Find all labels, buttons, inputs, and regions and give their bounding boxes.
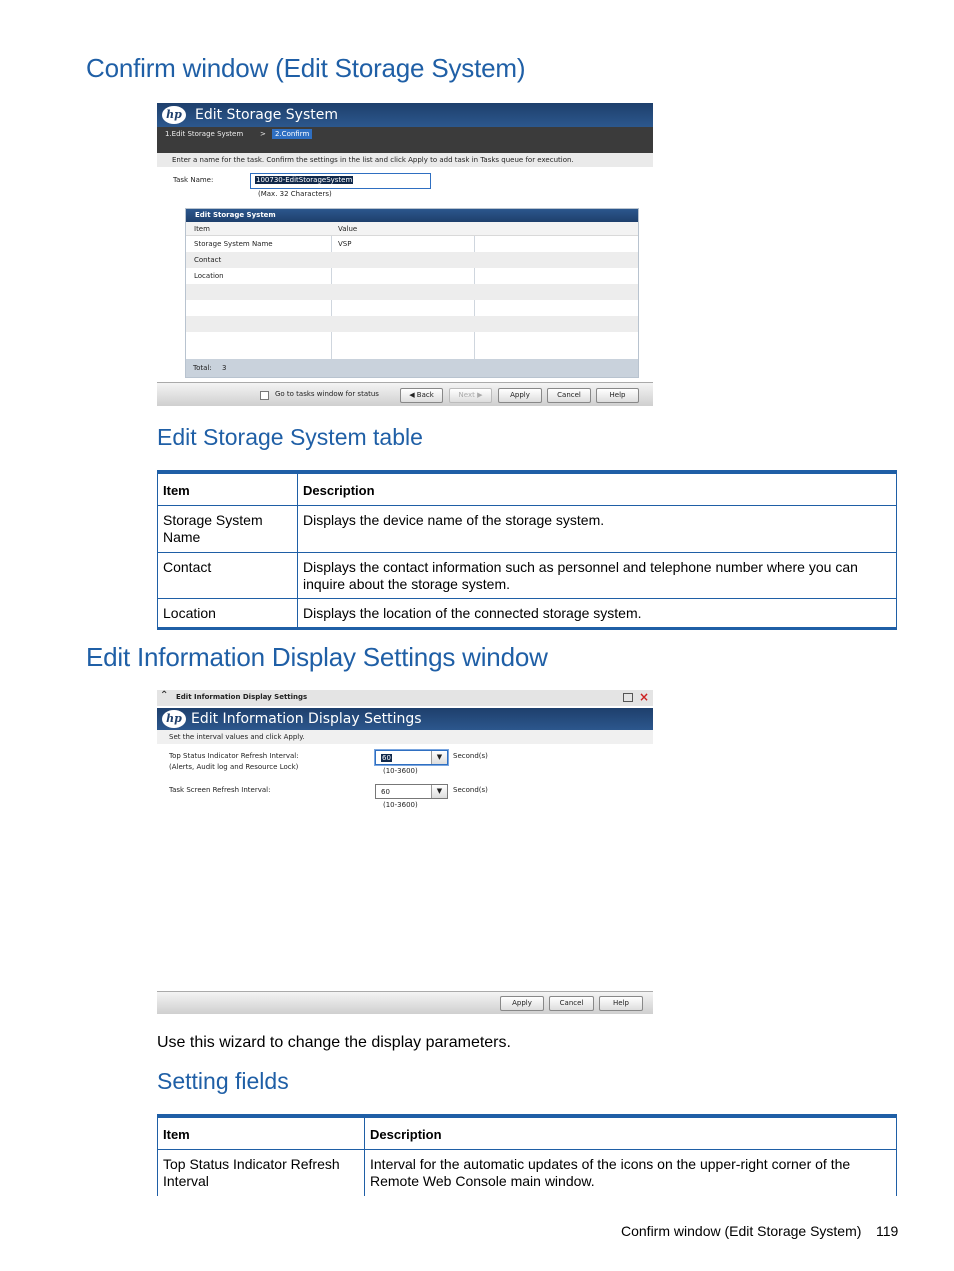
task-name-hint: (Max. 32 Characters) [258,190,332,198]
hp-logo-icon: hp [162,710,186,728]
task-refresh-range: (10-3600) [383,801,418,809]
row-item: Contact [194,256,222,264]
table-row [158,599,897,629]
chevron-down-icon[interactable]: ▼ [431,751,447,764]
list-total [186,359,638,377]
step-confirm[interactable]: 2.Confirm [272,129,312,139]
total-label: Total: [193,364,212,372]
step-edit-storage-system[interactable]: 1.Edit Storage System [165,130,244,138]
section-title-confirm-window: Confirm window (Edit Storage System) [86,53,526,83]
goto-tasks-checkbox[interactable] [260,391,269,400]
list-title: Edit Storage System [186,209,638,222]
window-titlebar [157,690,653,706]
task-refresh-select[interactable] [375,784,448,799]
hp-header-bar [157,103,653,127]
column-header-value[interactable]: Value [338,225,358,233]
column-header-item[interactable]: Item [194,225,210,233]
header-item: Item [158,1116,365,1150]
instruction-text: Set the interval values and click Apply. [157,730,653,744]
maximize-icon[interactable] [623,693,633,702]
edit-storage-system-table [157,470,897,630]
list-row[interactable] [186,252,638,268]
list-row[interactable] [186,268,638,284]
total-value: 3 [221,364,227,372]
page-number: 119 [876,1223,899,1239]
help-button[interactable]: Help [599,996,643,1011]
task-refresh-value: 60 [381,788,390,796]
refresh-interval-sublabel: (Alerts, Audit log and Resource Lock) [169,763,299,771]
empty-row [186,284,638,300]
row-value: VSP [338,240,352,248]
cancel-button[interactable]: Cancel [547,388,591,403]
apply-button[interactable]: Apply [500,996,544,1011]
empty-row [186,316,638,332]
table-title-edit-storage-system: Edit Storage System table [157,424,423,450]
screenshot-edit-storage-system [157,103,653,406]
header-description: Description [365,1116,897,1150]
section-title-display-settings: Edit Information Display Settings window [86,642,548,672]
row-item: Storage System Name [158,506,298,553]
task-name-input[interactable] [250,173,431,189]
task-refresh-unit: Second(s) [453,786,488,794]
help-button[interactable]: Help [596,388,639,403]
setting-fields-table [157,1114,897,1196]
chevron-down-icon[interactable]: ▼ [431,785,447,798]
refresh-interval-label: Top Status Indicator Refresh Interval: [169,752,299,760]
row-description: Displays the contact information such as personnel and telephone number where you can inquire about the storage system. [298,553,897,599]
row-item: Location [194,272,224,280]
row-item: Storage System Name [194,240,273,248]
step-separator: > [260,130,266,138]
window-title: Edit Information Display Settings [176,693,308,701]
row-item: Top Status Indicator Refresh Interval [158,1150,365,1196]
row-description: Displays the location of the connected storage system. [298,599,897,629]
refresh-interval-value: 60 [382,754,391,762]
table-row [158,1150,897,1196]
row-description: Displays the device name of the storage system. [298,506,897,553]
footer-title: Confirm window (Edit Storage System) [621,1223,862,1239]
refresh-interval-unit: Second(s) [453,752,488,760]
table-row [158,553,897,599]
hp-header-bar [157,708,653,730]
screenshot-edit-information-display-settings [157,690,653,1014]
table-title-setting-fields: Setting fields [157,1068,289,1094]
list-header-row [186,222,638,236]
collapse-icon[interactable]: ⌃ [160,690,169,701]
refresh-interval-select[interactable] [375,750,448,765]
back-button[interactable]: ◀ Back [400,388,443,403]
apply-button[interactable]: Apply [498,388,542,403]
empty-row [186,300,638,316]
wizard-description: Use this wizard to change the display parameters. [157,1034,511,1051]
header-title: Edit Information Display Settings [191,711,422,727]
cancel-button[interactable]: Cancel [549,996,594,1011]
hp-logo-icon: hp [162,106,186,124]
close-icon[interactable]: × [638,690,649,704]
edit-storage-system-list [185,208,639,378]
instruction-text: Enter a name for the task. Confirm the settings in the list and click Apply to add task in Tasks queue for execution. [157,153,653,167]
wizard-steps [157,127,653,153]
button-bar [157,991,653,1014]
empty-row [186,332,638,348]
list-row[interactable] [186,236,638,252]
next-button[interactable]: Next ▶ [449,388,492,403]
task-refresh-label: Task Screen Refresh Interval: [169,786,271,794]
header-description: Description [298,472,897,506]
row-item: Contact [158,553,298,599]
header-title: Edit Storage System [195,107,338,123]
refresh-interval-range: (10-3600) [383,767,418,775]
task-name-label: Task Name: [173,176,214,184]
button-bar [157,382,653,406]
goto-tasks-label: Go to tasks window for status [275,390,379,398]
header-item: Item [158,472,298,506]
row-description: Interval for the automatic updates of the icons on the upper-right corner of the Remote Web Console main window. [365,1150,897,1196]
task-name-value: 100730-EditStorageSystem [256,176,353,184]
table-row [158,506,897,553]
row-item: Location [158,599,298,629]
